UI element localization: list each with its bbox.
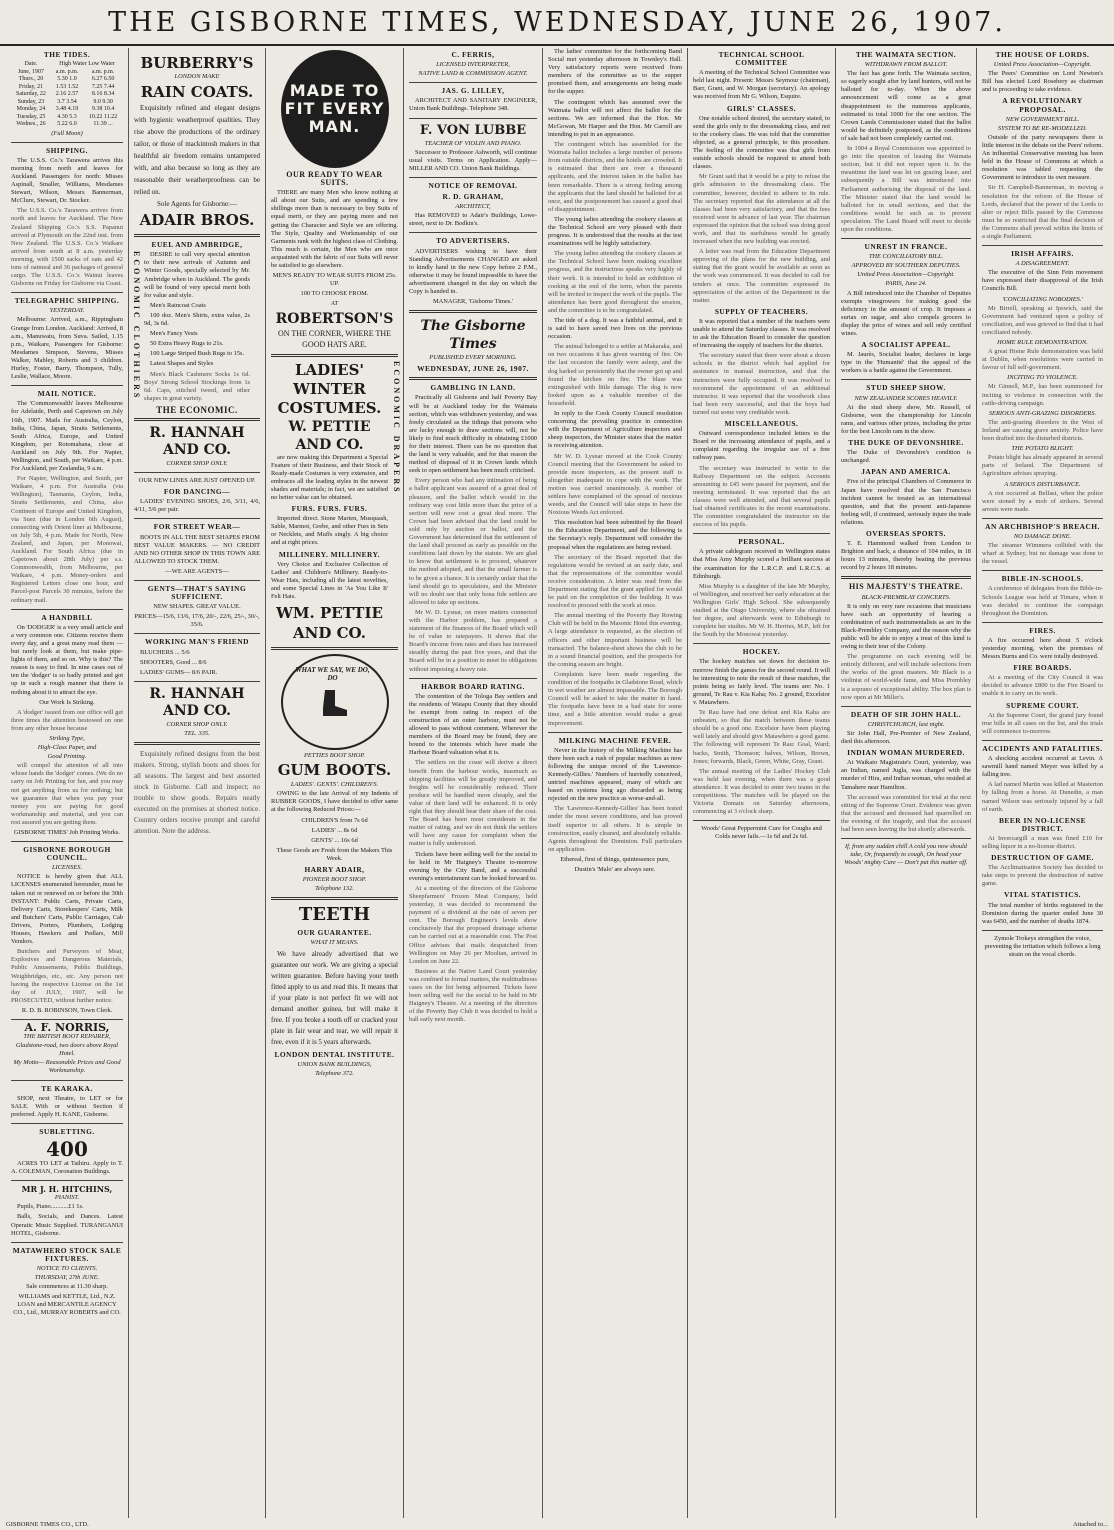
telegraphic-subheading: YESTERDAY. [49, 307, 85, 315]
corner-shop-2: CORNER SHOP ONLY. [166, 720, 228, 728]
style-1: Striking Type, [49, 734, 85, 742]
beer-heading: BEER IN NO-LICENSE DISTRICT. [998, 815, 1087, 833]
gum-price: LADIES' ... 8s 6d [311, 826, 358, 834]
socialist-heading: A SOCIALIST APPEAL. [861, 340, 951, 350]
harbour-text: The contention of the Tologa Bay settlers and the residents of Waiapu County that they should be exempt from rating in respect of the construction of an outer harbour, must not be allowed to pass without comment. Wherever the members of the Board may be found, they are bound to the interests which have made the Harbour Board valuation what it is. [409, 692, 537, 757]
gents-heading: GENTS—THAT'S SAYING SUFFICIENT. [147, 584, 247, 602]
band-social-text: The ladies' committee for the forthcoming Band Social met yesterday afternoon in Townley's Hall. Very satisfactory reports were received from members of the committee as to the supper promised them, and arrangements are being made for the supper. [548, 48, 682, 96]
new-govt-bill: NEW GOVERNMENT BILL. [1005, 115, 1080, 123]
we-are-agents: —WE ARE AGENTS— [165, 567, 229, 575]
handbill-office: GISBORNE TIMES' Job Printing Works. [13, 829, 121, 836]
norris-line: THE BRITISH BOOT REPAIRER, [23, 1033, 111, 1041]
licenses-heading: LICENSES. [51, 864, 82, 872]
style-2: High-Class Paper, and [37, 744, 97, 752]
tide-cell: a.m. p.m. [55, 68, 79, 75]
agents-list: WILLIAMS and KETTLE, Ltd., N.Z. LOAN and MERCANTILE AGENCY CO., Ltd., MURRAY ROBERTS and CO. [13, 1293, 121, 1317]
pioneer-shop: PIONEER BOOT SHOP. [302, 876, 367, 884]
graham-text: Has REMOVED to Adair's Buildings, Lowe-street, next to Dr. Bodkin's. [409, 212, 537, 228]
tech-text: A meeting of the Technical School Committee was held last night. Present: Messrs Seymour (chairman), Barr, Grant, and W. Morgan (secretary). An apology was received from Mr G. Wilson, Esquire. [693, 69, 830, 101]
japan-heading: JAPAN AND AMERICA. [861, 467, 951, 477]
euel-item: Men's Raincoat Coats [150, 301, 206, 309]
masthead [0, 0, 1114, 46]
teachers-heading: SUPPLY OF TEACHERS. [714, 306, 809, 316]
published-line: PUBLISHED EVERY MORNING. [429, 354, 517, 362]
lords-text: The Peers' Committee on Lord Newton's Bill has elected Lord Rosebery as chairman and is proceeding to take evidence. [982, 70, 1103, 94]
millinery-heading: MILLINERY. MILLINERY. [278, 549, 381, 559]
pianist-text: Pupils, Piano...........£1 1s. [17, 1203, 84, 1211]
mens-suits: MEN'S READY TO WEAR SUITS FROM 25s. UP. [272, 272, 397, 288]
full-moon-note: (Full Moon) [51, 129, 83, 137]
cookery-text: The young ladies attending the cookery classes at the Technical School are very pleased with their progress. It is understood that the results at the test examinations will be highly satisfactory. [548, 215, 682, 248]
hockey-heading: HOCKEY. [742, 647, 781, 657]
telegraphic-shipping-heading: TELEGRAPHIC SHIPPING. [14, 296, 120, 306]
te-karaka-heading: TE KARAKA. [41, 1083, 93, 1093]
tides-table [11, 61, 123, 129]
vertical-clothiers: ECONOMIC CLOTHIERS [132, 251, 142, 401]
tech-heading: TECHNICAL SCHOOL COMMITTEE [718, 50, 805, 68]
page-footer [6, 1521, 1108, 1528]
economic-heading: THE ECONOMIC. [156, 404, 238, 415]
disturbance-heading: A SERIOUS DISTURBANCE. [1004, 480, 1081, 488]
tide-cell: Thurs., 20 [18, 76, 44, 83]
waimata-heading: THE WAIMATA SECTION. [855, 50, 957, 59]
te-karaka-text: SHOP, next Theatre, to LET or for SALE. With or without Section if preferred. Apply H. KANE, Gisborne. [11, 1094, 123, 1118]
euel-item: Men's Fancy Vests [150, 330, 198, 338]
telephone: TEL. 335. [184, 729, 210, 737]
adair-heading: ADAIR BROS. [139, 211, 255, 230]
devonshire-text: The Duke of Devonshire's condition is unchanged. [841, 449, 971, 465]
personal-text: A private cablegram received in Wellington states that Miss Amy Murphy scored a brilliant success at the examination for the L.R.C.P. and L.R.C.S. at Edinburgh. [693, 548, 830, 580]
dog-text: The tide of a dog. It was a faithful animal, and it is said to have saved two lives on the previous occasion. [548, 317, 682, 341]
woods-rhyme: If, from any sudden chill A cold you now should take, Or, frequently to cough, On head your Woods' mighty Cure — Don't put this matter off. [844, 843, 968, 867]
column-7: THE WAIMATA SECTION. WITHDRAWN FROM BALLOT. The fact has gone forth. The Waimata section, so eagerly sought after by land hunters, will not be balloted for to-day. When the above announcement will come as a great disappointment to the numerous applicants, estimated to total 1000 for the one section. The Crown Lands Commissioner stated that the ballot would be definitely postponed, as the conditions of sale had not been completely carried out. In 1904 a Royal Commission was appointed to go into the question of leasing the Waimata section, but it did not report upon it. In the meantime the land was let on grazing lease, and subsequently a Bill was introduced into Parliament authorising the disposal of the land. The Minister stated that the land would be balloted for in small sections, and that the conditions would be such as to prevent speculation. The Land Board will meet to decide upon the conditions. UNREST IN FRANCE. THE CONCILIATORY BILL. APPROVED BY SOUTHERN DEPUTIES. United Press Association—Copyright. PARIS, June 24. A Bill introduced into the Chamber of Deputies exempts vinegrowers for making good the deficiency in the amount of crop. It imposes a surtax on sugar, and also compels grocers to display the price of wines and sell only certified wines. A SOCIALIST APPEAL. M. Jaurès, Socialist leader, declares in large type in the 'Humanité' that the appeal of the workers is a battle against the Government. STUD SHEEP SHOW. NEW ZEALANDER SCORES HEAVILY. At the stud sheep show, Mr. Russell, of Gisborne, won the championship for Lincoln rams, and various other prizes, including the prize for the best Lincoln ram in the show. THE DUKE OF DEVONSHIRE. The Duke of Devonshire's condition is unchanged. JAPAN AND AMERICA. Five of the principal Chambers of Commerce in Japan have resolved that the San Francisco incident cannot be treated as an international question, and that the present anti-Japanese feeling will, if continued, seriously injure the trade relations. OVERSEAS SPORTS. T. E. Hammond walked from London to Brighton and back, a distance of 104 miles, in 18 hours 13 minutes, thereby beating the previous record by 2 hours 18 minutes. HIS MAJESTY'S THEATRE. BLACK-PREMBLAY CONCERTS. It is only on very rare occasions that musicians have such an opportunity of hearing a combination of such instrumentalists as are in the Black-Prembley Company, and the reason why the public will be able to enjoy a treat of this kind is owing to their tour of the Colony. The programme on each evening will be entirely different, and will include selections from the works of the great masters. Mr Black is a violinist of world-wide fame, and Miss Prembley is a soprano of exceptional ability. The box plan is now open at Mr Miller's. DEATH OF SIR JOHN HALL. CHRISTCHURCH, last night. Sir John Hall, Pre-Premier of New Zealand, died this afternoon. INDIAN WOMAN MURDERED. At Waikato Magistrate's Court, yesterday, was an Indian, named Jugla, was charged with the murder of Hira, and Indian woman, who resided at Tamahere near Hamilton. The accused was committed for trial at the next sitting of the Supreme Court. Evidence was given that the accused and deceased had quarrelled on the evening of the tragedy, and that the accused had been seen leaving the hut shortly afterwards. If, from any sudden chill A cold you now should take, Or, frequently to cough, On head your Woods' mighty Cure — Don't put this matter off. [836, 48, 977, 1518]
tide-cell: June, 1907 [17, 68, 44, 75]
table-row [11, 69, 123, 77]
gum-text: OWING to the late Arrival of my Indents of RUBBER GOODS, I have decided to offer same at the following Reduced Prices:— [271, 790, 398, 814]
teeth-text: We have already advertised that we guarantee our work. We are giving a special written guarantee. Before having your teeth fitted apply to us and read this. It means that if your plate is not perfect fit we will not demand another guinea, but will make it free. If you broke a tooth off or cracked your plate in fair wear and tear, we will repair it free, even if it is 5 years afterwards. [271, 949, 398, 1046]
paper-date: WEDNESDAY, JUNE 26, 1907. [417, 364, 529, 374]
sale-text: Sale commences at 11.30 sharp. [26, 1283, 108, 1291]
system-remodelled: SYSTEM TO BE RE-MODELLED. [998, 124, 1087, 132]
potato-heading: THE POTATO BLIGHT. [1011, 445, 1074, 453]
press-line: United Press Association—Copyright. [993, 61, 1092, 69]
tide-cell: 9.0 9.30 [93, 98, 113, 105]
euel-heading: EUEL AND AMBRIDGE, [151, 240, 243, 250]
indian-text: At Waikato Magistrate's Court, yesterday, was an Indian, named Jugla, was charged with the murder of Hira, and Indian woman, who resided at Tamahere near Hamilton. [841, 759, 971, 791]
corner-shop-1: CORNER SHOP ONLY. [166, 459, 228, 467]
our-work: Our Work Is Striking. [39, 698, 95, 706]
misc-heading: MISCELLANEOUS. [724, 419, 799, 429]
revolution-heading: A REVOLUTIONARY PROPOSAL. [1002, 96, 1083, 114]
tide-cell: 5.22 6.0 [57, 121, 77, 128]
vital-heading: VITAL STATISTICS. [1003, 890, 1082, 900]
gambling-text: Practically all Gisborne and half Poverty Bay will be at Auckland today for the Waimata section, which was withdrawn yesterday, and was freely circulated as the tidings that persons who are lucky enough to draw sections will, not be likely to find much difficulty in obtaining £1000 for their interest. There can be no question that the land is very valuable, and for that reason the method of disposal of it in Crown lands which seek to open settlement has been much criticised. [409, 394, 537, 475]
norris-address: Gladstone-road, two doors above Royal Hotel. [15, 1042, 119, 1058]
ballot-text: The contingent which has assumed over the Waimata ballot will not affect the ballot for the sections. We are informed that the Hon. Mr McGowan, Mr Harper and the Hon. Mr Carroll are intending to put in an appearance. [548, 98, 682, 138]
ready-wear-heading: OUR READY TO WEAR SUITS. [286, 170, 383, 188]
tide-cell: 6.27 6.50 [91, 76, 115, 83]
pettie-heading-2: WM. PETTIE AND CO. [276, 604, 383, 643]
eviction-heading: AN ARCHBISHOP'S BREACH. [985, 521, 1100, 531]
street-text: BOOTS IN ALL THE BEST SHAPES FROM BEST VALUE MAKERS. — NO CREDIT AND NO OTHER SHOP IN THIS TOWN ARE ALLOWED TO STOCK THEM. [134, 533, 260, 565]
overseas-heading: OVERSEAS SPORTS. [865, 528, 947, 538]
girls-heading: GIRLS' CLASSES. [726, 103, 797, 113]
ethereal-line: Ethereal, first of things, quintessence pure, [560, 855, 670, 863]
column-3 [266, 48, 404, 1518]
advertisers-heading: TO ADVERTISERS. [436, 236, 510, 246]
union-bank: UNION BANK BUILDINGS, [297, 1060, 372, 1068]
euel-item: 50 Extra Heavy Rugs to 21s. [150, 340, 224, 348]
graham-title: ARCHITECT, [455, 203, 491, 211]
majesty-heading: HIS MAJESTY'S THEATRE. [848, 582, 964, 592]
emblem-ring-text: WHAT WE SAY, WE DO, DO [295, 666, 370, 683]
milking-text: Never in the history of the Milking Machine has there been such a rush of popular machines as now following the unique record of the 'Lawrence-Kennedy-Gillies.' Numbers of hurriedly conceived, untried machines appeared, many of which are based on systems long ago discarded as being rejected on the new practice as worse-and-all. [548, 746, 682, 803]
pianist-address: Balls, Socials, and Dances. Latest Operatic Music Supplied. TURANGANUI HOTEL, Gisborne. [11, 1213, 123, 1237]
gum-price: GENTS' ... 16s 6d [311, 836, 358, 844]
badge-text: MADE TO FIT EVERY MAN. [284, 81, 385, 136]
column-4: C. FERRIS, LICENSED INTERPRETER, NATIVE LAND & COMMISSION AGENT. JAS. G. LILLEY, ARCHITECT AND SANITARY ENGINEER, Union Bank Buildings. Telephone 348. F. VON LUBBE TEACHER OF VIOLIN AND PIANO. Successor to Professor Ashworth, will continue usual visits. Terms on Application. Apply—MILLER AND CO. Union Bank Buildings. NOTICE OF REMOVAL R. D. GRAHAM, ARCHITECT, Has REMOVED to Adair's Buildings, Lowe-street, next to Dr. Bodkin's. TO ADVERTISERS. ADVERTISERS wishing to have their Standing Advertisements CHANGED are asked to kindly hand in the new Copy before 2 P.M., otherwise it may be found impossible to have the advertisement changed in the day on which the Copy is handed in. MANAGER, 'Gisborne Times.' The Gisborne Times PUBLISHED EVERY MORNING. WEDNESDAY, JUNE 26, 1907. GAMBLING IN LAND. Practically all Gisborne and half Poverty Bay will be at Auckland today for the Waimata section, which was withdrawn yesterday, and was freely circulated as the tidings that persons who are lucky enough to draw sections will, not be likely to find much difficulty in obtaining £1000 for their interest. There can be no question that the land is very valuable, and for that reason the method of disposal of it in Crown lands which seek to open settlement has been much criticised. Every person who had any intimation of being a ballot applicant was assured of a great deal of pleasure, and the ballot which would in the ordinary way cost little more than the price of a section will now cost a great deal more. The Crown had been advised that the land could be sold only by auction or ballot, and the Government has determined that the settlement of the land shall proceed as early as possible on the conditions laid down by the statute. We are glad to know that settlement is to proceed, whatever the method adopted, and that the small farmer is to be given a chance. It is certainly unfair that the land should go to speculators, and the Minister will no doubt see that only bona fide settlers are allowed to take up sections. Mr W. D. Lysnar, on more matters connected with the Harbor problem, has prepared a statement of the finances of the Board which will be of value to ratepayers. It shows that the Board's income from rates and dues has increased steadily during the past five years, and that the Board will be in a position to meet its obligations without imposing a heavy rate. HARBOR BOARD RATING. The contention of the Tologa Bay settlers and the residents of Waiapu County that they should be exempt from rating in respect of the construction of an outer harbour, must not be allowed to pass without comment. Wherever the members of the Board may be found, they are bound to the interests which have made the Harbour Board valuation what it is. The settlers on the coast will derive a direct benefit from the harbour works, inasmuch as shipping facilities will be greatly improved, and freights will be considerably reduced. Their produce will be handled more cheaply, and the value of their land will be enhanced. It is only right that they should bear their share of the cost. The Board has been most considerate in the matter of rating, and we do not think the settlers will have any cause for complaint when the matter is fully understood. Tickets have been selling well for the social to be held in Mr Haigney's Theatre to-morrow evening by the City Band, and a successful evening's entertainment can be looked forward to. At a meeting of the directors of the Gisborne Sheepfarmers' Frozen Meat Company, held yesterday, it was decided to recommend the payment of a dividend at the rate of seven per cent. The Borough Engineer's levels show conclusively that the proposed drainage scheme can be carried out at a reasonable cost. The Post Office advises that mails despatched from Wellington on May 26 per Mooltan, arrived in London on June 22. Business at the Native Land Court yesterday was confined to formal matters, the multitudinous cases on the list being adjourned. Tickets have been selling well for the social to be held in Mr Haigney's Theatre. At a meeting of the directors of the Poverty Bay Club it was decided to hold a ball early next month. [404, 48, 543, 1518]
prices: PRICES—15/6, 13/6, 17/6, 20/-, 22/6, 25/-, 30/-, 35/6. [134, 613, 260, 629]
japan-text: Five of the principal Chambers of Commerce in Japan have resolved that the San Francisco incident cannot be treated as an international question, and that the present anti-Japanese feeling will, if continued, seriously injure the trade relations. [841, 478, 971, 526]
boot-shop-emblem [281, 654, 389, 750]
dancing-heading: FOR DANCING— [163, 487, 231, 497]
thursday-date: THURSDAY, 27th JUNE. [34, 1274, 100, 1282]
column-2: BURBERRY'S LONDON MAKE RAIN COATS. Exquisitely refined and elegant designs with hygienic weatherproof qualities. They rise above the productions of the ordinary tailor, or those of mackintosh makers in that healthful air freedom remains untampered with, and also because so long as they are reasonable their weatherproofness can be relied on. Sole Agents for Gisborne:— ADAIR BROS. EUEL AND AMBRIDGE, ECONOMIC CLOTHIERS DESIRE to call very special attention to their new arrivals of Autumn and Winter Goods, specially selected by Mr. Ambridge when in Auckland. The goods will be found of very special merit both for value and style. Men's Raincoat Coats 100 doz. Men's Shirts, extra value, 2s 9d, 3s 6d. Men's Fancy Vests 50 Extra Heavy Rugs to 21s. 100 Large Striped Bush Rugs to 15s. Latest Shapes and Styles Men's Black Cashmere Socks 1s 6d. Boys' Strong School Stockings from 1s 6d. Caps, stitched tweed, and other shapes in great variety. THE ECONOMIC. R. HANNAH AND CO. CORNER SHOP ONLY. OUR NEW LINES ARE JUST OPENED UP. FOR DANCING— LADIES' EVENING SHOES, 2/6, 3/11, 4/6, 4/11, 5/6 per pair. FOR STREET WEAR— BOOTS IN ALL THE BEST SHAPES FROM BEST VALUE MAKERS. — NO CREDIT AND NO OTHER SHOP IN THIS TOWN ARE ALLOWED TO STOCK THEM. —WE ARE AGENTS— GENTS—THAT'S SAYING SUFFICIENT. NEW SHAPES. GREAT VALUE. PRICES—15/6, 13/6, 17/6, 20/-, 22/6, 25/-, 30/-, 35/6. WORKING MAN'S FRIEND BLUCHERS ... 5/6 SHOOTERS, Good ... 8/6 LADIES' GUMS— 8/6 PAIR. R. HANNAH AND CO. CORNER SHOP ONLY. TEL. 335. Exquisitely refined designs from the best makers. Strong, stylish boots and shoes for all seasons. The largest and best assorted stock in Gisborne. Call and inspect; no trouble to show goods. Repairs neatly executed on the premises at shortest notice. Country orders receive prompt and careful attention. Note the address. [129, 48, 266, 1518]
tide-cell: 7.25 7.44 [91, 83, 115, 90]
sole-agents: Sole Agents for Gisborne:— [157, 200, 237, 209]
tide-cell: 5.30 1.0 [57, 76, 77, 83]
working-item: BLUCHERS ... 5/6 [140, 648, 190, 656]
burberry-heading: BURBERRY'S [140, 54, 254, 72]
destruction-heading: DESTRUCTION OF GAME. [991, 853, 1094, 863]
rain-coats-heading: RAIN COATS. [140, 83, 254, 102]
robertson-heading: ROBERTSON'S [275, 310, 394, 327]
lubbe-title: TEACHER OF VIOLIN AND PIANO. [424, 139, 522, 147]
pianist-title: PIANIST. [54, 1194, 80, 1202]
shipping-text: The U.S.S. Co.'s Tarawera arrives this morning from north and leaves for Auckland. Passengers for north: Misses Aspinall, Smaller, Williams, Mesdames Stewart, Wilson, Messrs Bannerman, McClure, Stewart, Dr. Stocker. [11, 156, 123, 205]
vital-text: The total number of births registered in the Dominion during the quarter ended June 30 was 6450, and the number of deaths 1874. [982, 901, 1103, 925]
ferris-name: C. FERRIS, [451, 50, 495, 59]
tides-col-water: High Water Low Water [59, 61, 115, 68]
nz-scores: NEW ZEALANDER SCORES HEAVILY. [854, 394, 958, 402]
table-row [11, 91, 123, 99]
tide-cell: 9.38 10.4 [91, 106, 115, 113]
death-heading: DEATH OF SIR JOHN HALL. [850, 709, 962, 719]
millinery-text: Very Choice and Exclusive Collection of Ladies' and Children's Millinery. Ready-to-Wear Hats, including all the latest novelties, and some Special Lines in 'As You Like It' Felt Hats. [271, 560, 388, 600]
euel-item: 100 doz. Men's Shirts, extra value, 2s 9d, 3s 6d. [144, 311, 250, 328]
council-text: NOTICE is hereby given that ALL LICENSES enumerated hereunder, must be taken out or renewed on or before the 30th INSTANT: Public Carts, Private Carts, Delivery Carts, Storekeepers' Carts, Milk and Butchers' Carts, Public Carriages, Cab Drivers, Porters, Plumbers, Lodging Houses, Hawkers and Pedlars, Mill Vendors. [11, 873, 123, 946]
gum-telephone: Telephone 132. [315, 885, 354, 893]
tides-col-date: Date. [24, 61, 38, 68]
socialist-text: M. Jaurès, Socialist leader, declares in large type in the 'Humanité' that the appeal of the workers is a battle against the Government. [841, 351, 971, 375]
columns [6, 48, 1108, 1518]
new-shapes: NEW SHAPES. GREAT VALUE. [153, 603, 241, 611]
inciting-heading: INCITING TO VIOLENCE. [1007, 374, 1078, 382]
euel-text: DESIRE to call very special attention to their new arrivals of Autumn and Winter Goods, specially selected by Mr. Ambridge when in Auckland. The goods will be found of very special merit both for value and style. [144, 251, 250, 299]
new-lines: OUR NEW LINES ARE JUST OPENED UP. [138, 477, 256, 485]
pianist-name: MR J. H. HITCHINS, [21, 1184, 113, 1195]
paper-title: The Gisborne Times [420, 318, 526, 353]
devonshire-heading: THE DUKE OF DEVONSHIRE. [848, 438, 964, 448]
bible-heading: BIBLE-IN-SCHOOLS. [1001, 574, 1084, 584]
gum-fresh: These Goods are Fresh from the Makers This Week. [276, 846, 393, 862]
dustin-line: Dustin's 'Malo' are always sure. [574, 866, 656, 873]
choose-count: 100 TO CHOOSE FROM. [300, 290, 369, 298]
tide-cell: 8.16 8.34 [91, 91, 115, 98]
accidents-text: A shocking accident occurred at Levin. A sawmill hand named Meyer was killed by a falling tree. [982, 755, 1103, 779]
harbour-heading: HARBOR BOARD RATING. [421, 681, 525, 691]
no-damage-heading: NO DAMAGE DONE. [1013, 532, 1072, 540]
conciliating-heading: 'CONCILIATING NOBODIES.' [1002, 295, 1083, 303]
boot-icon [317, 688, 351, 718]
revolution-text: Outside of the party newspapers there is little interest in the debate on the Peers' reform. An influential Conservative meeting has been held in the House of Commons at which a resolution was tabled requesting the Government to introduce its own measure. [982, 133, 1103, 182]
girls-text: One notable school desired, the secretary stated, to send the girls only to the dressmaking class, and not to the cookery class. He was told that the committee objected, as a general principle, to this procedure. The feeling of the committee was that girls from outside schools should be required to attend both classes. [693, 114, 830, 171]
corner-text: ON THE CORNER, WHERE THE GOOD HATS ARE. [277, 328, 392, 349]
indian-heading: INDIAN WOMAN MURDERED. [847, 748, 965, 758]
at-label: AT [330, 300, 339, 308]
misc-text: Outward correspondence included letters to the Board re the increasing attendance of pupils, and a complaint regarding the irregular use of a free railway pass. [693, 430, 830, 462]
council-signed: R. D. B. ROBINSON, Town Clerk. [21, 1006, 113, 1014]
milking-heading: MILKING MACHINE FEVER. [558, 735, 672, 745]
furs-text: Imported direct. Stone Marten, Musquash, Sable, Marmot, Grebe, and other Furs in Sets or Necklets, and Muffs singly. A big choice and at right prices. [271, 515, 388, 547]
tide-cell: Friday, 21 [18, 83, 44, 90]
boot-shop-caption: PETTIES BOOT SHOP. [303, 752, 365, 760]
death-text: Sir John Hall, Pre-Premier of New Zealand, died this afternoon. [841, 729, 971, 746]
ready-wear-text: THERE are many Men who know nothing at all about our Suits, and are spending a few shillings more than is necessary to buy Suits of equal merit, or they are paying more and not getting the Character and Style we are offering. The Style, Quality and Workmanship of our Garments rank with the highest class of Clothing. This much is certain, the Men who are once acquainted with the fabric of our Suits will never be satisfied to go elsewhere. [271, 189, 398, 270]
tide-cell: 1.53 1.52 [55, 83, 79, 90]
norris-motto: My Motto— Reasonable Prices and Good Workmanship. [13, 1059, 121, 1075]
norris-name: A. F. NORRIS, [24, 1020, 110, 1034]
table-row [11, 99, 123, 107]
accidents-heading: ACCIDENTS AND FATALITIES. [982, 743, 1103, 753]
stud-heading: STUD SHEEP SHOW. [866, 383, 946, 393]
lubbe-name: F. VON LUBBE [419, 122, 527, 138]
black-heading: BLACK-PREMBLAY CONCERTS. [861, 593, 951, 601]
tide-cell: Monday, 24 [16, 106, 46, 113]
personal-heading: PERSONAL. [738, 537, 785, 547]
overseas-text: T. E. Hammond walked from London to Brighton and back, a distance of 104 miles, in 18 hours 13 minutes, thereby beating the previous record by 2 hours 18 minutes. [841, 540, 971, 572]
tide-cell: 4.30 5.3 [57, 113, 77, 120]
majesty-text: It is only on very rare occasions that musicians have such an opportunity of hearing a combination of such instrumentalists as are in the Black-Prembley Company, and the reason why the public will be able to enjoy a treat of this kind is owing to their tour of the Colony. [841, 602, 971, 651]
hannah-heading-1: R. HANNAH AND CO. [149, 424, 245, 458]
street-heading: FOR STREET WEAR— [153, 522, 241, 532]
tide-cell: Tuesday, 25 [16, 113, 46, 120]
department-text: In reply to the Cook County Council resolution concerning the prevailing practice in connection with the Department of Agriculture inspectors and sheep inspectors, the Minister states that the matter is receiving attention. [548, 410, 682, 450]
rest-text: Tickets have been selling well for the social to be held in Mr Haigney's Theatre to-morrow evening by the City Band, and a successful evening's entertainment can be looked forward to. [409, 850, 537, 882]
handbill-heading: A HANDBILL [41, 612, 93, 622]
irish-heading: IRISH AFFAIRS. [1011, 249, 1074, 259]
dental-phone: Telephone 372. [315, 1069, 354, 1077]
advertisers-text: ADVERTISERS wishing to have their Standing Advertisements CHANGED are asked to kindly hand in the new Copy before 2 P.M., otherwise it may be found impossible to have the advertisement changed in the day on which the Copy is handed in. [409, 247, 537, 295]
what-it-means: WHAT IT MEANS. [310, 939, 359, 947]
euel-item: 100 Large Striped Bush Rugs to 15s. [150, 350, 245, 358]
style-3: Good Printing. [47, 753, 87, 761]
christchurch-date: CHRISTCHURCH, last night. [867, 720, 945, 728]
working-item: SHOOTERS, Good ... 8/6 [140, 658, 207, 666]
tide-cell: 2.16 2.57 [55, 91, 79, 98]
supreme-heading: SUPREME COURT. [1006, 700, 1079, 710]
paris-date: PARIS, June 24. [885, 280, 927, 288]
tide-cell: 3.7 3.54 [57, 98, 77, 105]
ferris-title: LICENSED INTERPRETER, [436, 61, 510, 69]
tide-cell: Wednes., 26 [16, 121, 46, 128]
lords-heading: THE HOUSE OF LORDS. [995, 50, 1090, 59]
ladies-costumes-heading: LADIES' WINTER COSTUMES. [277, 360, 382, 417]
tide-cell: 11.39 ... [93, 121, 113, 128]
rain-coats-text: Exquisitely refined and elegant designs with hygienic weatherproof qualities. They rise above the productions of the ordinary tailor, or those of mackintosh makers in that healthful air freedom remains untampered with, and also because so long as they are reasonable their weatherproofness can be relied on. [134, 104, 260, 197]
working-heading: WORKING MAN'S FRIEND [144, 637, 250, 647]
table-row [11, 76, 123, 84]
fires-text: A fire occurred here about 5 o'clock yesterday morning, when the premises of Messrs Burns and Co. were totally destroyed. [982, 636, 1103, 661]
mail-notice-heading: MAIL NOTICE. [37, 389, 97, 399]
tides-heading: THE TIDES. [43, 50, 91, 59]
column-6: TECHNICAL SCHOOL COMMITTEE A meeting of the Technical School Committee was held last night. Present: Messrs Seymour (chairman), Barr, Grant, and W. Morgan (secretary). An apology was received from Mr G. Wilson, Esquire. GIRLS' CLASSES. One notable school desired, the secretary stated, to send the girls only to the dressmaking class, and not to the cookery class. He was told that the committee objected, as a general principle, to this procedure. The feeling of the committee was that girls from outside schools should be required to attend both classes. Mr Grant said that it would be a pity to refuse the girls admission to the dressmaking class. The committee, however, decided to adhere to its rule. The secretary reported that the attendance at all the classes had been very satisfactory, and that the fees received were in advance of last year. The chairman expressed the opinion that the school was doing good work, and that its usefulness would be greatly increased when the new building was erected. A letter was read from the Education Department approving of the plans for the new building, and stating that the grant would be available as soon as the work was commenced. It was decided to call for tenders at once. The committee expressed its appreciation of the action of the Department in the matter. SUPPLY OF TEACHERS. It was reported that a number of the teachers were unable to attend the Saturday classes. It was resolved to ask the Education Board to consider the question of increasing the supply of teachers for the district. The secretary stated that there were about a dozen schools in the district which had applied for assistance in manual instruction, and that the instructors were fully occupied. It was resolved to recommend the appointment of an additional instructor. It was reported that the woodwork class had been very successful, and that the boys had turned out some very creditable work. MISCELLANEOUS. Outward correspondence included letters to the Board re the increasing attendance of pupils, and a complaint regarding the irregular use of a free railway pass. The secretary was instructed to write to the Railway Department on the subject. Accounts amounting to £45 were passed for payment, and the meeting terminated. It was reported that the art classes were well attended, and that several pupils had obtained certificates in the recent examinations. The committee congratulated the instructor on the success of his pupils. PERSONAL. A private cablegram received in Wellington states that Miss Amy Murphy scored a brilliant success at the examination for the L.R.C.P. and L.R.C.S. at Edinburgh. Miss Murphy is a daughter of the late Mr Murphy, of Wellington, and received her early education at the Wellington Girls' High School. She subsequently studied at the Otago University, where she obtained her degree, and afterwards went to Edinburgh to complete her studies. Mr W. H. Herries, M.P., left for the South by the Monowai yesterday. HOCKEY. The hockey matches set down for decision to-morrow finish the games for the second round. It will be interesting to note the result of these matches, the points being so fairly level. The teams are: No. 1 ground, Te Rau v. Kia Kaha; No. 2 ground, Excelsior v. Matawhero. Te Rau have had one defeat and Kia Kaha are unbeaten, so that the match between these teams should be a good one. Excelsior have been playing well lately and should give Matawhero a good game. The following will represent Te Rau: Goal, Ward; backs, Smith, Thomson; halves, Wilson, Brown, Jones; forwards, Black, Green, White, Gray, Grant. The annual meeting of the Ladies' Hockey Club was held last evening, when there was a good attendance. It was decided to enter two teams in the competitions. The matches will be played on the Victoria Domain on Saturday afternoons, commencing at 3 o'clock sharp. Woods' Great Peppermint Cure for Coughs and Colds never fails.—1s 6d and 2s 6d. [688, 48, 836, 1518]
home-rule-heading: HOME RULE DEMONSTRATION. [997, 339, 1088, 346]
dental-institute: LONDON DENTAL INSTITUTE. [274, 1049, 395, 1059]
acres-number: 400 [46, 1137, 88, 1161]
furs-heading: FURS. FURS. FURS. [291, 504, 368, 514]
handbill-text: On 'DODGER' is a very small article and a very common one. Citizens receive them every day, and a great many read them — but rarely look at them, but make pipe-lights of them, and so on. Why is this? The reason is easy to find. In nine cases out of ten the 'dodger' is so badly printed and got up in such a rough manner that there is nothing about it to attract the eye. [11, 623, 123, 696]
gum-price: CHILDREN'S from 7s 6d [301, 816, 368, 824]
gum-boots-heading: GUM BOOTS. [277, 761, 392, 780]
table-row [11, 114, 123, 122]
tide-cell: Sunday, 23 [17, 98, 45, 105]
manager-sign: MANAGER, 'Gisborne Times.' [432, 298, 514, 306]
table-row [11, 84, 123, 92]
native-agent: NATIVE LAND & COMMISSION AGENT. [418, 70, 528, 78]
column-1: THE TIDES. Date. High Water Low Water June, 1907 a.m. p.m. a.m. p.m. Thurs., 20 5.30 1.0 6.27 6.50 Friday, 21 1.53 1.52 7.25 7.44 Saturday, 22 2.16 2.57 8.16 8.34 Sunday, 23 3.7 3.54 9.0 9.30 Monday, 24 3.48 4.19 9.38 10.4 Tuesday, 25 4.30 5.3 10.22 11.22 Wednes., 26 5.22 6.0 11.39 ... (Full Moon) SHIPPING. The U.S.S. Co.'s Tarawera arrives this morning from north and leaves for Auckland. Passengers for north: Misses Aspinall, Smaller, Williams, Mesdames Stewart, Wilson, Messrs Bannerman, McClure, Stewart, Dr. Stocker. The U.S.S. Co.'s Tarawera arrives from north and leaves for Auckland. The New Zealand Shipping Co.'s S.S. Papanui arrived at Plymouth on the 22nd inst. from New Zealand. The U.S.S. Co.'s Waikare arrived from south at 8 a.m. yesterday morning, with 1500 sacks of oats and 42 tons of oatmeal and 36 packages of general cargo. The U.S.S. Co.'s Wainui leaves Gisborne on Friday for Gisborne via Coast. TELEGRAPHIC SHIPPING. YESTERDAY. Melbourne: Arrived, a.m., Rippingham Grange from London. Auckland: Arrived, 8 a.m., Manuwatu, from Suva. Sailed, 1.15 p.m., Waikare, Passengers for Gisborne: Mesdames Simpson, Stevens, Misses Walker, Mabley, Roberts and 3 children. Hurley, Foster, Barry, Thompson, Tully, Leslie, Wallace, Moore. MAIL NOTICE. The 'Commonwealth' leaves Melbourne for Adelaide, Perth and Capetown on July 16th, 1907. Mails for Australia, Ceylon, India, China, Japan, Straits Settlements, South Africa, Europe, and United Kingdom, per Rotomahana, close at Auckland on July 9th. For Napier, Wellington, and South, per Waikare, 4 p.m. For Auckland, per Zealandia, 9 a.m. For Napier, Wellington, and South, per Waikare, 4 p.m. For Australia (via Wellington), Tasmania, Ceylon, India, Straits Settlements, and China, also Continent of Europe and United Kingdom, via Suez (due in London 6th August), connecting with Orient liner at Melbourne, on July 5th, 4 p.m. Made for North, New Zealand, and Japan, per Monowai, Auckland. For South Africa (due in Capetown about 28th July) per s.s. Commonwealth, from Melbourne, per Waikare, 4 p.m. Money-orders and Registered Letters close one hour, and Parcel-post Parcels 30 minutes, before the ordinary mail. A HANDBILL On 'DODGER' is a very small article and a very common one. Citizens receive them every day, and a great many read them — but rarely look at them, but make pipe-lights of them, and so on. Why is this? The reason is easy to find. In nine cases out of ten the 'dodger' is so badly printed and got up in such a rough manner that there is nothing about it to attract the eye. Our Work Is Striking. A 'dodger' issued from our office will get three times the attention bestowed on one from any other house because Striking Type, High-Class Paper, and Good Printing. will compel the attention of all into whose hands the 'dodger' comes. (We do no carry on Job Printing for fun, and you may not get anything from us for nothing; but we guarantee that when you pay your money you are paying for good workmanship and material, and you can rest assured you are getting them. GISBORNE TIMES' Job Printing Works. GISBORNE BOROUGH COUNCIL. LICENSES. NOTICE is hereby given that ALL LICENSES enumerated hereunder, must be taken out or renewed on or before the 30th INSTANT: Public Carts, Private Carts, Delivery Carts, Storekeepers' Carts, Milk and Butchers' Carts, Public Carriages, Cab Drivers, Porters, Plumbers, Lodging Houses, Hawkers and Pedlars, Mill Vendors. Butchers and Purveyors of Meat, Explosives and Dangerous Materials, Public Amusements, Public Buildings, Weighbridges, etc., etc. Any person not having the respective License on the 1st day of JULY, 1907, will be PROSECUTED, without further notice. R. D. B. ROBINSON, Town Clerk. A. F. NORRIS, THE BRITISH BOOT REPAIRER, Gladstone-road, two doors above Royal Hotel. My Motto— Reasonable Prices and Good Workmanship. TE KARAKA. SHOP, next Theatre, to LET or for SALE. With or without Section if preferred. Apply H. KANE, Gisborne. SUBLETTING. 400 ACRES TO LET at Taihiru. Apply to T. A. COLEMAN, Coronation Buildings. MR J. H. HITCHINS, PIANIST. Pupils, Piano...........£1 1s. Balls, Socials, and Dances. Latest Operatic Music Supplied. TURANGANUI HOTEL, Gisborne. MATAWHERO STOCK SALE FIXTURES. NOTICE TO CLIENTS. THURSDAY, 27th JUNE. Sale commences at 11.30 sharp. WILLIAMS and KETTLE, Ltd., N.Z. LOAN and MERCANTILE AGENCY CO., Ltd., MURRAY ROBERTS and CO. [6, 48, 129, 1518]
lilley-text: ARCHITECT AND SANITARY ENGINEER, Union Bank Buildings. Telephone 348. [409, 97, 537, 113]
fire-boards-heading: FIRE BOARDS. [1013, 663, 1072, 673]
press-line: United Press Association—Copyright. [857, 271, 955, 279]
notice-clients: NOTICE TO CLIENTS. [36, 1264, 98, 1272]
fires-heading: FIRES. [1029, 625, 1056, 635]
teachers-text: It was reported that a number of the teachers were unable to attend the Saturday classes. It was resolved to ask the Education Board to consider the question of increasing the supply of teachers for the district. [693, 317, 830, 350]
tide-cell: a.m. p.m. [91, 68, 115, 75]
gum-sizes: LADIES'. GENTS'. CHILDREN'S. [290, 781, 379, 789]
tide-cell: 10.22 11.22 [88, 113, 118, 120]
graham-name: R. D. GRAHAM, [442, 192, 504, 202]
harry-adair: HARRY ADAIR, [304, 865, 365, 875]
hannah-heading-2: R. HANNAH AND CO. [149, 685, 245, 719]
guarantee-heading: OUR GUARANTEE. [297, 928, 372, 938]
conciliatory-heading: THE CONCILIATORY BILL. [868, 253, 944, 261]
lubbe-text: Successor to Professor Ashworth, will continue usual visits. Terms on Application. Apply—MILLER AND CO. Union Bank Buildings. [409, 148, 537, 172]
stud-text: At the stud sheep show, Mr. Russell, of Gisborne, won the championship for Lincoln rams, and various other prizes, including the prize for the best Lincoln ram in the show. [841, 403, 971, 435]
tide-cell: Saturday, 22 [15, 91, 46, 98]
euel-item: Latest Shapes and Styles [150, 360, 214, 368]
working-item: LADIES' GUMS— 8/6 PAIR. [140, 668, 218, 676]
page-title: THE GISBORNE TIMES, WEDNESDAY, JUNE 26, 1907. [108, 6, 1006, 38]
column-5: The ladies' committee for the forthcoming Band Social met yesterday afternoon in Townley's Hall. Very satisfactory reports were received from members of the committee as to the supper promised them, and arrangements are being made for the supper. The contingent which has assumed over the Waimata ballot will not affect the ballot for the sections. We are informed that the Hon. Mr McGowan, Mr Harper and the Hon. Mr Carroll are intending to put in an appearance. The contingent which has assembled for the Waimata ballot includes a large number of persons from outside districts, and the hotels are crowded. It is estimated that there are over a thousand applicants, and the interest taken in the ballot has been remarkable. There is a strong feeling among the applicants that the land should be balloted for at once, and the postponement has caused a good deal of disappointment. The young ladies attending the cookery classes at the Technical School are very pleased with their progress. It is understood that the results at the test examinations will be highly satisfactory. The young ladies attending the cookery classes at the Technical School have been making excellent progress, and the instructress speaks very highly of their work. It is intended to hold an exhibition of cooking at the end of the term, when the parents will be invited to inspect the work of the pupils. The attendance has been good throughout the session, and the committee is to be congratulated. The tide of a dog. It was a faithful animal, and it is said to have saved two lives on the previous occasion. The animal belonged to a settler at Makaraka, and on two occasions it has given warning of fire. On the last occasion the family were asleep, and the dog barked so persistently that the owner got up and found the kitchen on fire. The blaze was extinguished with little damage. The dog is now looked upon as a valuable member of the household. In reply to the Cook County Council resolution concerning the prevailing practice in connection with the Department of Agriculture inspectors and sheep inspectors, the Minister states that the matter is receiving attention. Mr W. D. Lysnar moved at the Cook County Council meeting that the Government be asked to provide more inspectors, as the present staff is altogether inadequate to cope with the work. The motion was carried unanimously. A number of settlers have complained of the spread of noxious weeds, and the Council will take steps to have the Noxious Weeds Act enforced. This resolution had been submitted by the Board to the Education Department, and the following is the Secretary's reply. Department will consider the proposal when the regulations are being revised. The secretary of the Board reported that the regulations would be revised at an early date, and that the representations of the committee would receive consideration. A letter was read from the Department stating that the grant applied for would be paid on the completion of the building. It was resolved to proceed with the work at once. The annual meeting of the Poverty Bay Rowing Club will be held in the Masonic Hotel this evening. A large attendance is requested, as the election of officers and other important business will be transacted. The balance-sheet shows the club to be in a sound financial position, and the prospects for the coming season are bright. Complaints have been made regarding the condition of the footpaths in Gladstone Road, which in wet weather are almost impassable. The Borough Council will be asked to take the matter in hand. The footpaths have been in a bad state for some time, and a little attention would make a great improvement. MILKING MACHINE FEVER. Never in the history of the Milking Machine has there been such a rush of popular machines as now following the unique record of the 'Lawrence-Kennedy-Gillies.' Numbers of hurriedly conceived, untried machines appeared, many of which are based on systems long ago discarded as being rejected on the new practice as worse-and-all. The 'Lawrence-Kennedy-Gillies' has been tested under the most severe conditions, and has proved itself superior to all others. It is simple in construction, easily cleaned, and absolutely reliable. Agents throughout the Dominion. Full particulars on application. Ethereal, first of things, quintessence pure, Dustin's 'Malo' are always sure. [543, 48, 688, 1518]
zymole-ad: Zymole Trokeys strengthen the voice, preventing the irritation which follows a long strain on the vocal chords. [984, 934, 1101, 958]
vertical-drapers: ECONOMIC DRAPERS [392, 360, 401, 495]
approved-heading: APPROVED BY SOUTHERN DEPUTIES. [851, 262, 961, 270]
made-to-fit-badge [281, 50, 389, 168]
disagreement-heading: A DISAGREEMENT. [1015, 260, 1070, 268]
dancing-text: LADIES' EVENING SHOES, 2/6, 3/11, 4/6, 4/11, 5/6 per pair. [134, 498, 260, 514]
pettie-heading-1: W. PETTIE AND CO. [288, 418, 371, 453]
london-make: LONDON MAKE [174, 73, 220, 80]
footer-left: GISBORNE TIMES CO., LTD. [6, 1521, 89, 1528]
withdrawn-heading: WITHDRAWN FROM BALLOT. [864, 61, 948, 69]
gambling-heading: GAMBLING IN LAND. [430, 383, 516, 393]
teeth-heading: TEETH [298, 904, 371, 926]
subletting-heading: SUBLETTING. [39, 1126, 95, 1136]
serious-heading: SERIOUS ANTI-GRAZING DISORDERS. [988, 409, 1097, 417]
hockey-text: The hockey matches set down for decision to-morrow finish the games for the second round. It will be interesting to note the result of these matches, the points being so fairly level. The teams are: No. 1 ground, Te Rau v. Kia Kaha; No. 2 ground, Excelsior v. Matawhero. [693, 658, 830, 706]
removal-heading: NOTICE OF REMOVAL [428, 180, 518, 190]
shipping-heading: SHIPPING. [45, 145, 89, 155]
unrest-heading: UNREST IN FRANCE. [864, 242, 948, 252]
woods-ad: Woods' Great Peppermint Cure for Coughs and Colds never fails.—1s 6d and 2s 6d. [701, 825, 822, 841]
telegraphic-text: Melbourne: Arrived, a.m., Rippingham Grange from London. Auckland: Arrived, 8 a.m., Manuwatu, from Suva. Sailed, 1.15 p.m., Waikare, Passengers for Gisborne: Mesdames Simpson, Stevens, Misses Walker, Mabley, Roberts and 3 children. Hurley, Foster, Barry, Thompson, Tully, Leslie, Wallace, Moore. [11, 316, 123, 381]
mail-notice-text: The 'Commonwealth' leaves Melbourne for Adelaide, Perth and Capetown on July 16th, 1907. Mails for Australia, Ceylon, India, China, Japan, Straits Settlements, South Africa, Europe, and United Kingdom, per Rotomahana, close at Auckland on July 9th. For Napier, Wellington, and South, per Waikare, 4 p.m. For Auckland, per Zealandia, 9 a.m. [11, 400, 123, 473]
matawhero-heading: MATAWHERO STOCK SALE FIXTURES. [12, 1245, 122, 1263]
council-heading: GISBORNE BOROUGH COUNCIL. [23, 845, 111, 863]
unrest-text: A Bill introduced into the Chamber of Deputies exempts vinegrowers for making good the deficiency in the amount of crop. It imposes a surtax on sugar, and also compels grocers to display the price of wines and sell only certified wines. [841, 289, 971, 337]
irish-text: The executive of the Sinn Fein movement have expressed their disapproval of the Irish Councils Bill. [982, 269, 1103, 293]
resolution-text: This resolution had been submitted by the Board to the Education Department, and the following is the Secretary's reply. Department will consider the proposal when the regulations are being revised. [548, 519, 682, 551]
waimata-text: The fact has gone forth. The Waimata section, so eagerly sought after by land hunters, will not be balloted for to-day. When the above announcement will come as a great disappointment to the numerous applicants, estimated to total 1000 for the one section. The Crown Lands Commissioner stated that the ballot would be definitely postponed, as the conditions of sale had not been completely carried out. [841, 70, 971, 142]
table-row [11, 121, 123, 129]
tide-cell: 3.48 4.19 [55, 106, 79, 113]
table-row [11, 106, 123, 114]
acres-text: ACRES TO LET at Taihiru. Apply to T. A. COLEMAN, Coronation Buildings. [11, 1160, 123, 1176]
pettie-text: are now making this Department a Special Feature of their Business, and their Stock of Ready-made Costumes is very extensive, and embraces all the leading styles in the newest shades and materials; in fact, we are satisfied no better value can be obtained. [271, 453, 388, 501]
footer-right: Attached to... [1072, 1521, 1108, 1528]
column-8: THE HOUSE OF LORDS. United Press Association—Copyright. The Peers' Committee on Lord Newton's Bill has elected Lord Rosebery as chairman and is proceeding to take evidence. A REVOLUTIONARY PROPOSAL. NEW GOVERNMENT BILL. SYSTEM TO BE RE-MODELLED. Outside of the party newspapers there is little interest in the debate on the Peers' reform. An influential Conservative meeting has been held in the House of Commons at which a resolution was tabled requesting the Government to introduce its own measure. Sir H. Campbell-Bannerman, in moving a resolution for the reform of the House of Lords, declared that the power of the Lords to alter or reject Bills passed by the Commons must be so restricted that the final decision of the Commons shall prevail within the limits of a single Parliament. IRISH AFFAIRS. A DISAGREEMENT. The executive of the Sinn Fein movement have expressed their disapproval of the Irish Councils Bill. 'CONCILIATING NOBODIES.' Mr Birrell, speaking at Ipswich, said the Government had ventured upon a policy of conciliation, and was grieved to find that it had conciliated nobody. HOME RULE DEMONSTRATION. A great Home Rule demonstration was held at Dublin, when resolutions were carried in favour of full self-government. INCITING TO VIOLENCE. Mr Ginnell, M.P., has been summoned for inciting to violence in connection with the cattle-driving campaign. SERIOUS ANTI-GRAZING DISORDERS. The anti-grazing disorders in the West of Ireland are causing grave anxiety. Police have been drafted into the disturbed districts. THE POTATO BLIGHT. Potato blight has already appeared in several parts of Ireland. The Department of Agriculture advises spraying. A SERIOUS DISTURBANCE. A riot occurred at Belfast, when the police were stoned by a mob of strikers. Several arrests were made. AN ARCHBISHOP'S BREACH. NO DAMAGE DONE. The steamer Wimmera collided with the wharf at Sydney, but no damage was done to the vessel. BIBLE-IN-SCHOOLS. A conference of delegates from the Bible-in-Schools League was held at Timaru, when it was decided to continue the campaign throughout the Dominion. FIRES. A fire occurred here about 5 o'clock yesterday morning, when the premises of Messrs Burns and Co. were totally destroyed. FIRE BOARDS. At a meeting of the City Council it was decided to advance £800 to the Fire Board to enable it to carry on its work. SUPREME COURT. At the Supreme Court, the grand jury found true bills in all cases on the list, and the trials will commence to-morrow. ACCIDENTS AND FATALITIES. A shocking accident occurred at Levin. A sawmill hand named Meyer was killed by a falling tree. A lad named Martin was killed at Masterton by falling from a horse. At Dunedin, a man named Wilson was seriously injured by a fall of earth. BEER IN NO-LICENSE DISTRICT. At Invercargill a man was fined £10 for selling liquor in a no-license district. DESTRUCTION OF GAME. The Acclimatisation Society has decided to take steps to prevent the destruction of native game. VITAL STATISTICS. The total number of births registered in the Dominion during the quarter ended June 30 was 6450, and the number of deaths 1874. Zymole Trokeys strengthen the voice, preventing the irritation which follows a long strain on the vocal chords. [982, 50, 1103, 958]
lilley-name: JAS. G. LILLEY, [441, 86, 505, 96]
